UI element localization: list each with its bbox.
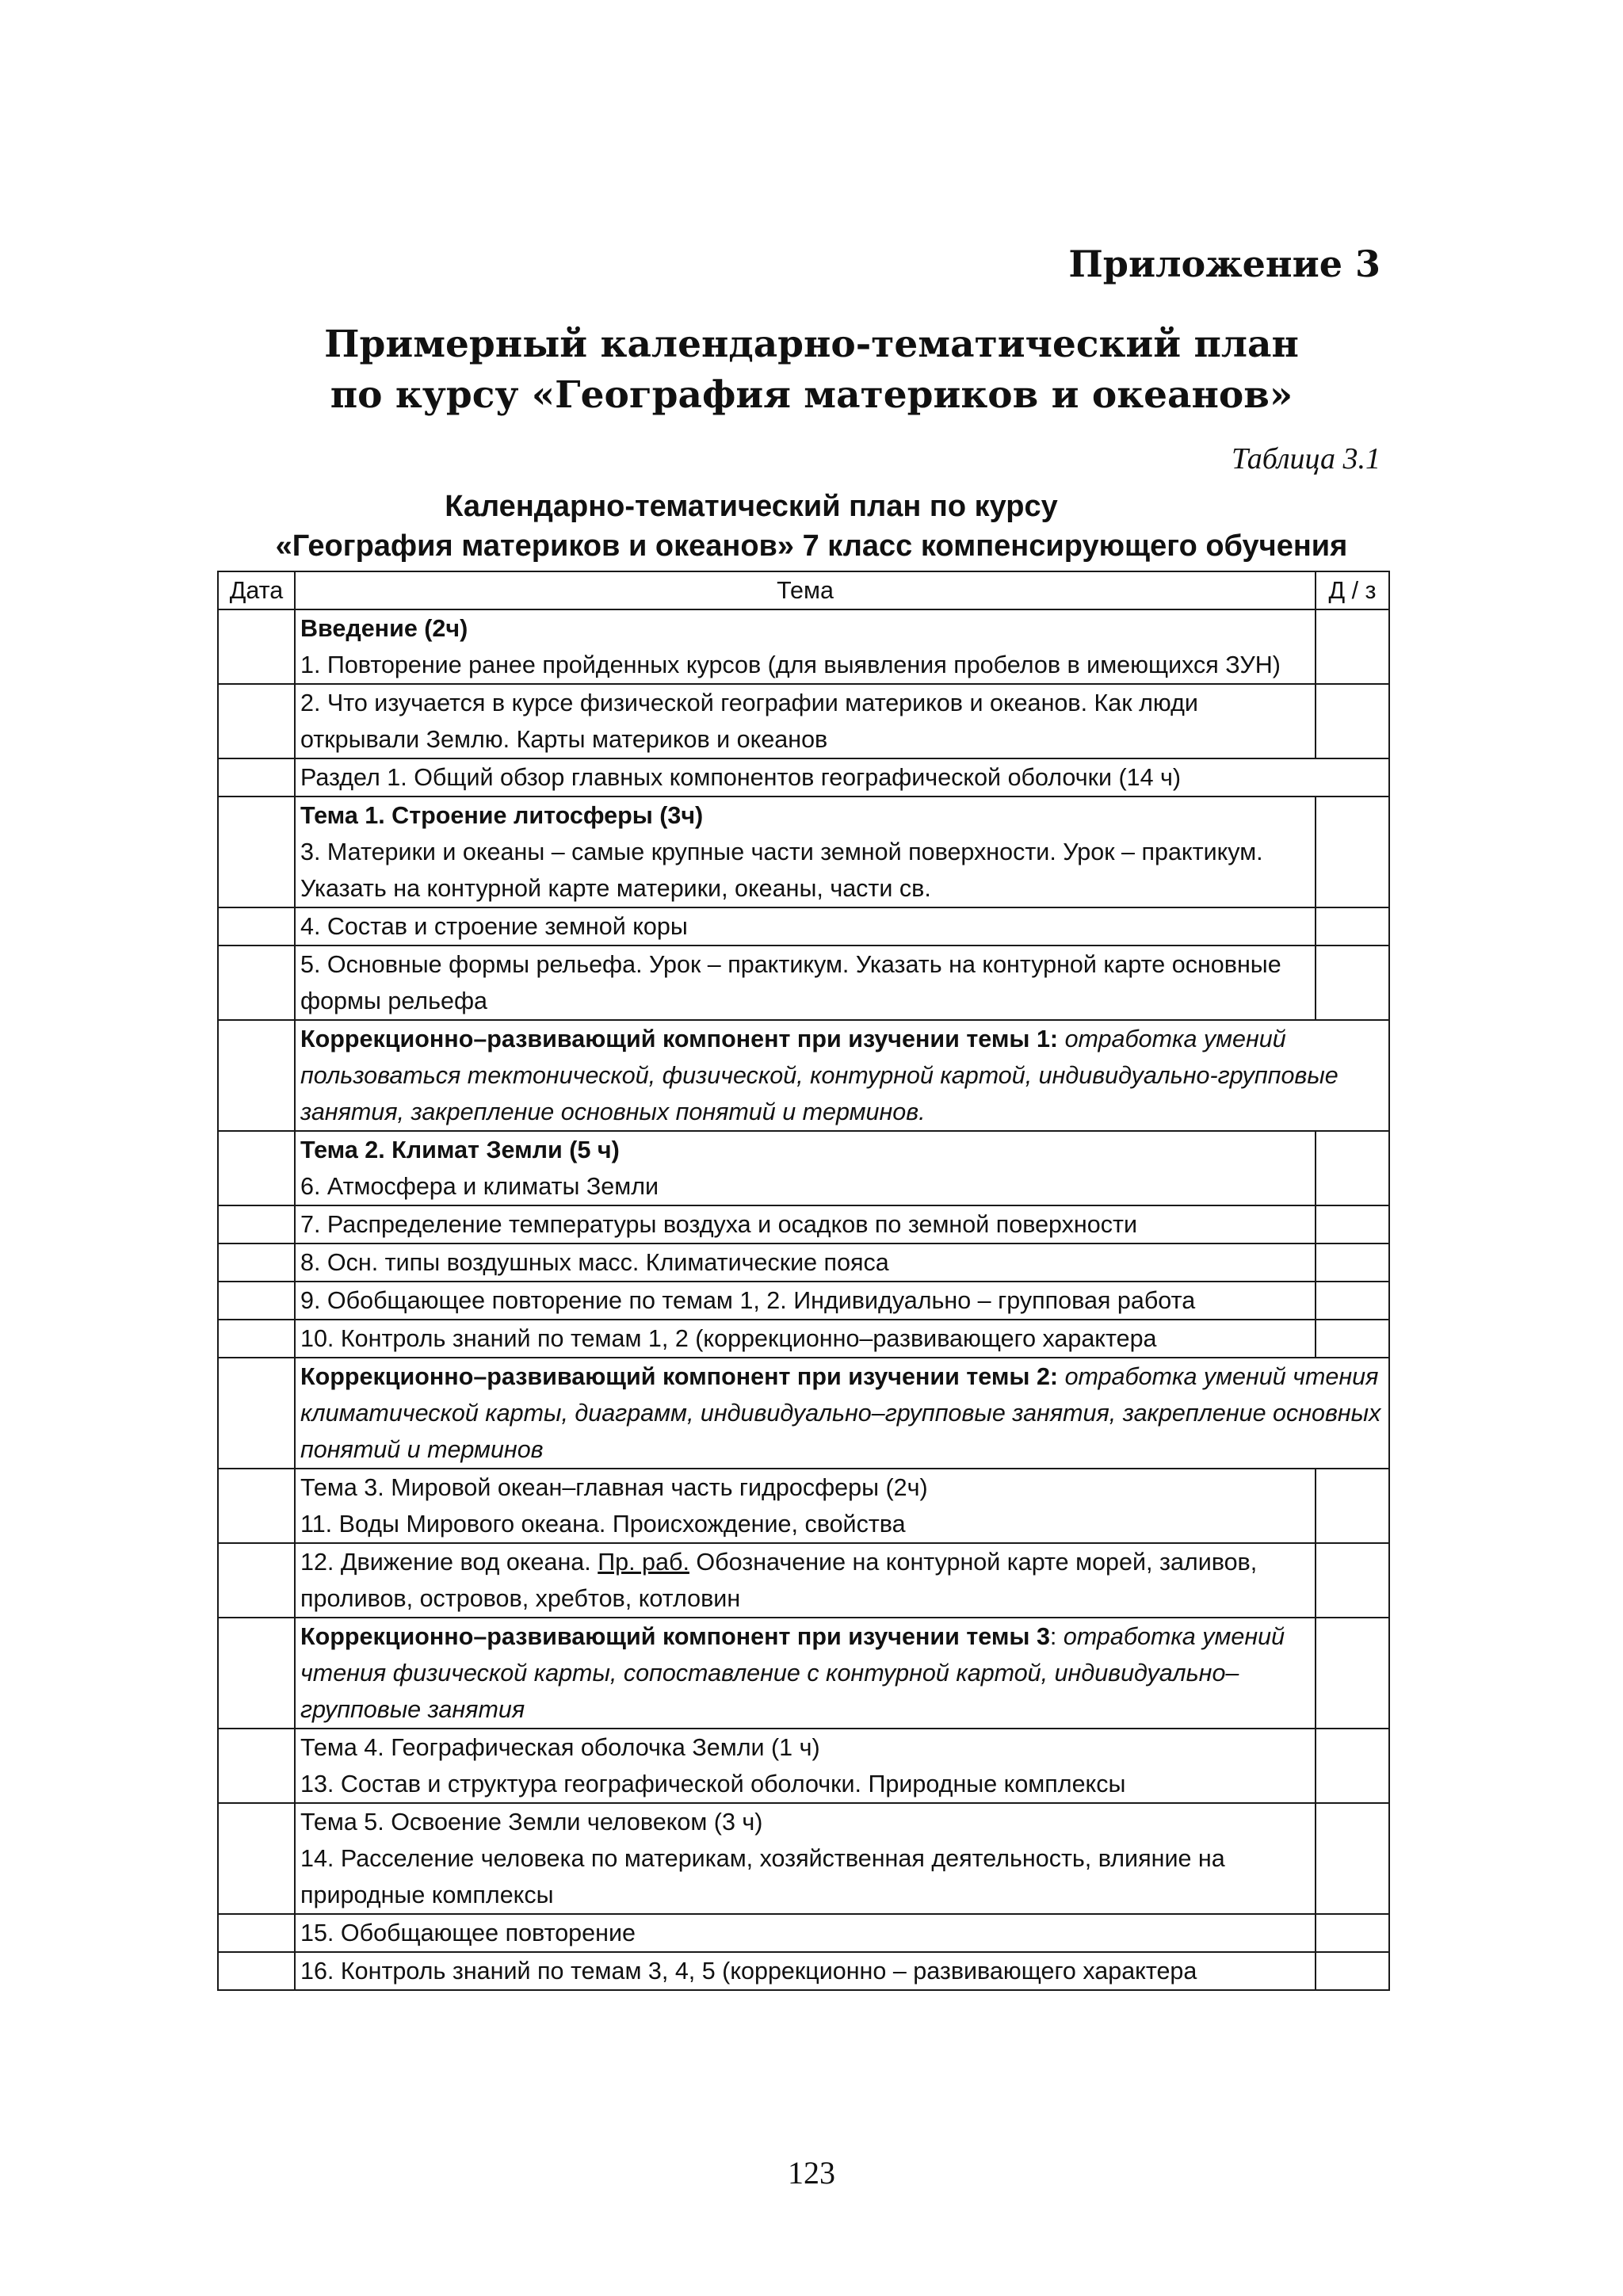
lesson-text: 3. Материки и океаны – самые крупные части земной поверхности. Урок – практикум. Указать на контурной карте материки, океаны, части св. [300,839,1263,902]
date-cell [218,1282,295,1320]
lesson-text: 2. Что изучается в курсе физической географии материков и океанов. Как люди открывали Землю. Карты материков и океанов [300,690,1198,753]
topic-cell [295,1244,1316,1282]
table-row [218,1282,1389,1320]
lesson-text: 6. Атмосфера и климаты Земли [300,1173,659,1200]
lesson-text: 8. Осн. типы воздушных масс. Климатические пояса [300,1249,889,1276]
table-row [218,1131,1389,1205]
topic-cell [295,1131,1316,1205]
date-cell [218,1952,295,1990]
homework-cell [1316,1282,1389,1320]
lesson-text: 14. Расселение человека по материкам, хозяйственная деятельность, влияние на природные комплексы [300,1845,1225,1908]
topic-cell [295,1320,1316,1358]
topic-cell [295,1914,1316,1952]
section-heading: Тема 2. Климат Земли (5 ч) [300,1137,620,1163]
lesson-text: 13. Состав и структура географической оболочки. Природные комплексы [300,1771,1126,1797]
plan-table [217,571,1390,1991]
topic-cell [295,609,1316,684]
topic-cell [295,1205,1316,1244]
table-row [218,907,1389,946]
table-row [218,684,1389,758]
topic-cell [295,1282,1316,1320]
topic-cell [295,907,1316,946]
date-cell [218,684,295,758]
column-header-homework: Д / з [1316,571,1389,609]
date-cell [218,1020,295,1131]
homework-cell [1316,1244,1389,1282]
table-row [218,1020,1389,1131]
correction-cell [295,1618,1316,1729]
section-cell [295,758,1389,797]
table-row [218,1729,1389,1803]
date-cell [218,1244,295,1282]
date-cell [218,1469,295,1543]
table-row [218,1244,1389,1282]
section-heading: Тема 5. Освоение Земли человеком (3 ч) [300,1809,763,1836]
homework-cell [1316,1618,1389,1729]
homework-cell [1316,1320,1389,1358]
document-title-line2: по курсу «География материков и океанов» [330,373,1293,417]
table-row [218,1543,1389,1618]
section-heading: Тема 4. Географическая оболочка Земли (1 ч) [300,1734,820,1761]
homework-cell [1316,1952,1389,1990]
topic-cell [295,684,1316,758]
table-row [218,1469,1389,1543]
homework-cell [1316,907,1389,946]
table-number-label: Таблица 3.1 [1232,442,1381,476]
table-caption-line1: Календарно-тематический план по курсу [445,490,1058,523]
homework-cell [1316,1543,1389,1618]
homework-cell [1316,1729,1389,1803]
section-heading: Тема 3. Мировой океан–главная часть гидросферы (2ч) [300,1474,928,1501]
topic-cell [295,1952,1316,1990]
lesson-text: 15. Обобщающее повторение [300,1920,636,1946]
table-row [218,1320,1389,1358]
lesson-text: 5. Основные формы рельефа. Урок – практикум. Указать на контурной карте основные формы рельефа [300,951,1281,1014]
date-cell [218,1131,295,1205]
correction-colon: : [1049,1623,1057,1650]
table-row [218,946,1389,1020]
table-row [218,797,1389,907]
topic-cell [295,1469,1316,1543]
lesson-text: 4. Состав и строение земной коры [300,913,688,940]
date-cell [218,1729,295,1803]
table-row [218,1914,1389,1952]
homework-cell [1316,797,1389,907]
table-row [218,1618,1389,1729]
date-cell [218,1543,295,1618]
lesson-text: 16. Контроль знаний по темам 3, 4, 5 (коррекционно – развивающего характера [300,1958,1197,1985]
table-row [218,1358,1389,1469]
section-text: Раздел 1. Общий обзор главных компонентов географической оболочки (14 ч) [300,764,1182,791]
lesson-text: 12. Движение вод океана. [300,1549,591,1576]
date-cell [218,1914,295,1952]
lesson-text: 11. Воды Мирового океана. Происхождение, свойства [300,1511,906,1538]
page-number: 123 [788,2155,835,2191]
section-heading: Тема 1. Строение литосферы (3ч) [300,802,704,829]
homework-cell [1316,1205,1389,1244]
date-cell [218,1358,295,1469]
practical-work-link: Пр. раб. [598,1549,689,1576]
date-cell [218,1803,295,1914]
homework-cell [1316,1131,1389,1205]
correction-cell [295,1020,1389,1131]
date-cell [218,946,295,1020]
date-cell [218,1320,295,1358]
column-header-date: Дата [218,571,295,609]
date-cell [218,1205,295,1244]
appendix-label: Приложение 3 [1068,243,1381,285]
topic-cell [295,1729,1316,1803]
table-row [218,1803,1389,1914]
topic-cell [295,946,1316,1020]
topic-cell [295,1803,1316,1914]
lesson-text: 10. Контроль знаний по темам 1, 2 (коррекционно–развивающего характера [300,1325,1157,1352]
table-row [218,609,1389,684]
date-cell [218,1618,295,1729]
lesson-text: 7. Распределение температуры воздуха и осадков по земной поверхности [300,1211,1137,1238]
document-title-line1: Примерный календарно-тематический план [324,323,1299,366]
correction-heading: Коррекционно–развивающий компонент при изучении темы 3 [300,1623,1050,1650]
table-caption-line2: «География материков и океанов» 7 класс компенсирующего обучения [275,529,1348,563]
homework-cell [1316,609,1389,684]
topic-cell [295,797,1316,907]
table-row [218,1205,1389,1244]
date-cell [218,758,295,797]
date-cell [218,609,295,684]
correction-heading: Коррекционно–развивающий компонент при изучении темы 1: [300,1026,1059,1052]
homework-cell [1316,1469,1389,1543]
homework-cell [1316,684,1389,758]
date-cell [218,907,295,946]
correction-heading: Коррекционно–развивающий компонент при изучении темы 2: [300,1363,1059,1390]
correction-text: отработка умений чтения физической карты, сопоставление с контурной картой, индивидуально–групповые занятия [300,1623,1285,1723]
homework-cell [1316,946,1389,1020]
correction-cell [295,1358,1389,1469]
column-header-topic: Тема [295,571,1316,609]
date-cell [218,797,295,907]
topic-cell [295,1543,1316,1618]
table-header-row [218,571,1389,609]
section-heading: Введение (2ч) [300,615,468,642]
lesson-text: 1. Повторение ранее пройденных курсов (для выявления пробелов в имеющихся ЗУН) [300,651,1281,678]
lesson-text-cont: Обозначение на контурной карте морей, заливов, проливов, островов, хребтов, котловин [300,1549,1258,1612]
homework-cell [1316,1914,1389,1952]
correction-text: отработка умений чтения климатической карты, диаграмм, индивидуально–групповые занятия, закрепление основных понятий и терминов [300,1363,1381,1463]
table-row [218,1952,1389,1990]
homework-cell [1316,1803,1389,1914]
correction-text: отработка умений пользоваться тектонической, физической, контурной картой, индивидуально-групповые занятия, закрепление основных понятий и терминов. [300,1026,1338,1125]
table-row [218,758,1389,797]
lesson-text: 9. Обобщающее повторение по темам 1, 2. Индивидуально – групповая работа [300,1287,1196,1314]
